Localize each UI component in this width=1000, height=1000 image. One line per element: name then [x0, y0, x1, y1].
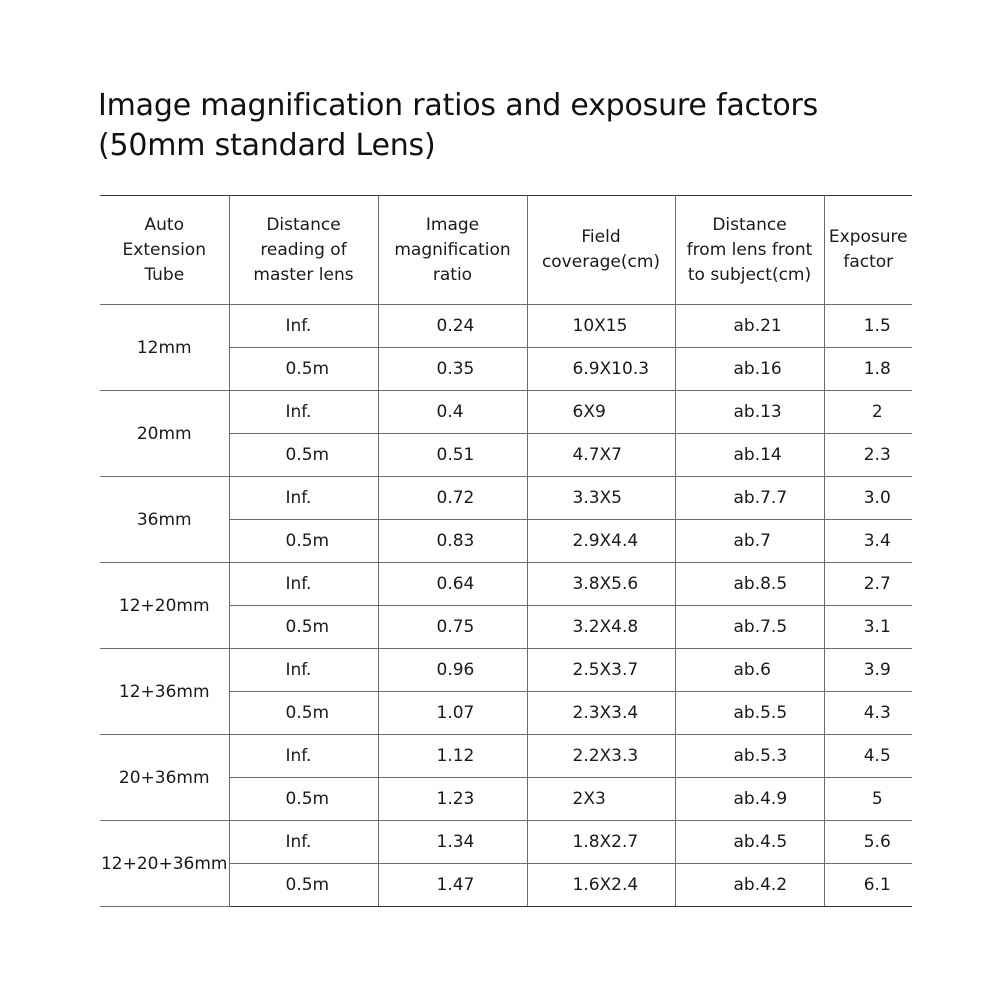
subject-distance-cell: ab.16	[675, 348, 824, 391]
subject-distance-cell: ab.7.5	[675, 606, 824, 649]
subject-distance-cell: ab.4.2	[675, 864, 824, 907]
title-line-2: (50mm standard Lens)	[98, 128, 436, 163]
field-coverage-cell: 2.3X3.4	[527, 692, 675, 735]
distance-cell: Inf.	[229, 305, 378, 348]
table-row	[100, 649, 912, 692]
distance-cell: 0.5m	[229, 778, 378, 821]
exposure-cell: 5	[824, 778, 912, 821]
title-line-1: Image magnification ratios and exposure factors	[98, 88, 819, 123]
exposure-cell: 2.7	[824, 563, 912, 606]
exposure-cell: 2	[824, 391, 912, 434]
exposure-cell: 1.8	[824, 348, 912, 391]
distance-cell: Inf.	[229, 477, 378, 520]
exposure-cell: 3.9	[824, 649, 912, 692]
header-line: master lens	[253, 264, 354, 285]
field-coverage-cell: 3.2X4.8	[527, 606, 675, 649]
magnification-cell: 1.23	[378, 778, 527, 821]
header-line: reading of	[260, 239, 347, 260]
header-line: Field	[581, 227, 621, 247]
table-row	[100, 305, 912, 348]
header-field-coverage	[527, 196, 675, 305]
magnification-cell: 0.24	[378, 305, 527, 348]
distance-cell: Inf.	[229, 821, 378, 864]
field-coverage-cell: 6.9X10.3	[527, 348, 675, 391]
magnification-cell: 0.83	[378, 520, 527, 563]
tube-cell: 12+20+36mm	[100, 821, 229, 907]
tube-cell: 20+36mm	[100, 735, 229, 821]
field-coverage-cell: 10X15	[527, 305, 675, 348]
header-line: Distance	[712, 214, 787, 235]
header-line: from lens front	[686, 239, 813, 260]
distance-cell: Inf.	[229, 563, 378, 606]
field-coverage-cell: 3.3X5	[527, 477, 675, 520]
exposure-cell: 6.1	[824, 864, 912, 907]
header-distance-to-subject	[675, 196, 824, 305]
header-exposure-factor	[824, 196, 912, 305]
tube-cell: 12+20mm	[100, 563, 229, 649]
exposure-cell: 5.6	[824, 821, 912, 864]
magnification-cell: 0.75	[378, 606, 527, 649]
table-row	[100, 477, 912, 520]
header-line: Auto	[144, 214, 184, 235]
distance-cell: Inf.	[229, 735, 378, 778]
field-coverage-cell: 4.7X7	[527, 434, 675, 477]
magnification-cell: 0.64	[378, 563, 527, 606]
header-line: magnification	[394, 239, 511, 260]
header-line: to subject(cm)	[687, 264, 812, 285]
page-title	[98, 86, 918, 166]
field-coverage-cell: 1.6X2.4	[527, 864, 675, 907]
field-coverage-cell: 2.5X3.7	[527, 649, 675, 692]
exposure-cell: 4.3	[824, 692, 912, 735]
magnification-cell: 0.35	[378, 348, 527, 391]
distance-cell: 0.5m	[229, 606, 378, 649]
header-line: Image	[425, 214, 480, 235]
exposure-cell: 3.1	[824, 606, 912, 649]
magnification-cell: 0.96	[378, 649, 527, 692]
subject-distance-cell: ab.21	[675, 305, 824, 348]
field-coverage-cell: 1.8X2.7	[527, 821, 675, 864]
distance-cell: 0.5m	[229, 692, 378, 735]
exposure-cell: 3.4	[824, 520, 912, 563]
distance-cell: 0.5m	[229, 864, 378, 907]
tube-cell: 36mm	[100, 477, 229, 563]
subject-distance-cell: ab.7.7	[675, 477, 824, 520]
subject-distance-cell: ab.4.5	[675, 821, 824, 864]
table-row	[100, 563, 912, 606]
exposure-cell: 4.5	[824, 735, 912, 778]
magnification-cell: 1.12	[378, 735, 527, 778]
subject-distance-cell: ab.13	[675, 391, 824, 434]
magnification-cell: 0.4	[378, 391, 527, 434]
header-line: Tube	[144, 264, 185, 285]
tube-cell: 12+36mm	[100, 649, 229, 735]
distance-cell: 0.5m	[229, 434, 378, 477]
field-coverage-cell: 3.8X5.6	[527, 563, 675, 606]
table-row	[100, 821, 912, 864]
magnification-cell: 1.07	[378, 692, 527, 735]
header-row	[100, 196, 912, 305]
magnification-cell: 0.51	[378, 434, 527, 477]
subject-distance-cell: ab.8.5	[675, 563, 824, 606]
distance-cell: Inf.	[229, 391, 378, 434]
distance-cell: 0.5m	[229, 348, 378, 391]
header-line: Exposure	[828, 227, 908, 247]
field-coverage-cell: 2.2X3.3	[527, 735, 675, 778]
header-line: factor	[843, 252, 894, 272]
tube-cell: 20mm	[100, 391, 229, 477]
magnification-cell: 0.72	[378, 477, 527, 520]
header-distance-reading	[229, 196, 378, 305]
distance-cell: 0.5m	[229, 520, 378, 563]
subject-distance-cell: ab.7	[675, 520, 824, 563]
tube-cell: 12mm	[100, 305, 229, 391]
header-line: Extension	[122, 239, 206, 260]
field-coverage-cell: 6X9	[527, 391, 675, 434]
exposure-cell: 3.0	[824, 477, 912, 520]
subject-distance-cell: ab.5.5	[675, 692, 824, 735]
distance-cell: Inf.	[229, 649, 378, 692]
magnification-cell: 1.47	[378, 864, 527, 907]
table-row	[100, 391, 912, 434]
field-coverage-cell: 2X3	[527, 778, 675, 821]
subject-distance-cell: ab.5.3	[675, 735, 824, 778]
header-line: Distance	[266, 214, 341, 235]
header-magnification-ratio	[378, 196, 527, 305]
subject-distance-cell: ab.14	[675, 434, 824, 477]
subject-distance-cell: ab.6	[675, 649, 824, 692]
magnification-cell: 1.34	[378, 821, 527, 864]
field-coverage-cell: 2.9X4.4	[527, 520, 675, 563]
exposure-cell: 1.5	[824, 305, 912, 348]
header-line: coverage(cm)	[541, 252, 661, 272]
magnification-table	[100, 195, 912, 907]
subject-distance-cell: ab.4.9	[675, 778, 824, 821]
exposure-cell: 2.3	[824, 434, 912, 477]
header-extension-tube	[100, 196, 229, 305]
table-row	[100, 735, 912, 778]
header-line: ratio	[432, 264, 473, 285]
